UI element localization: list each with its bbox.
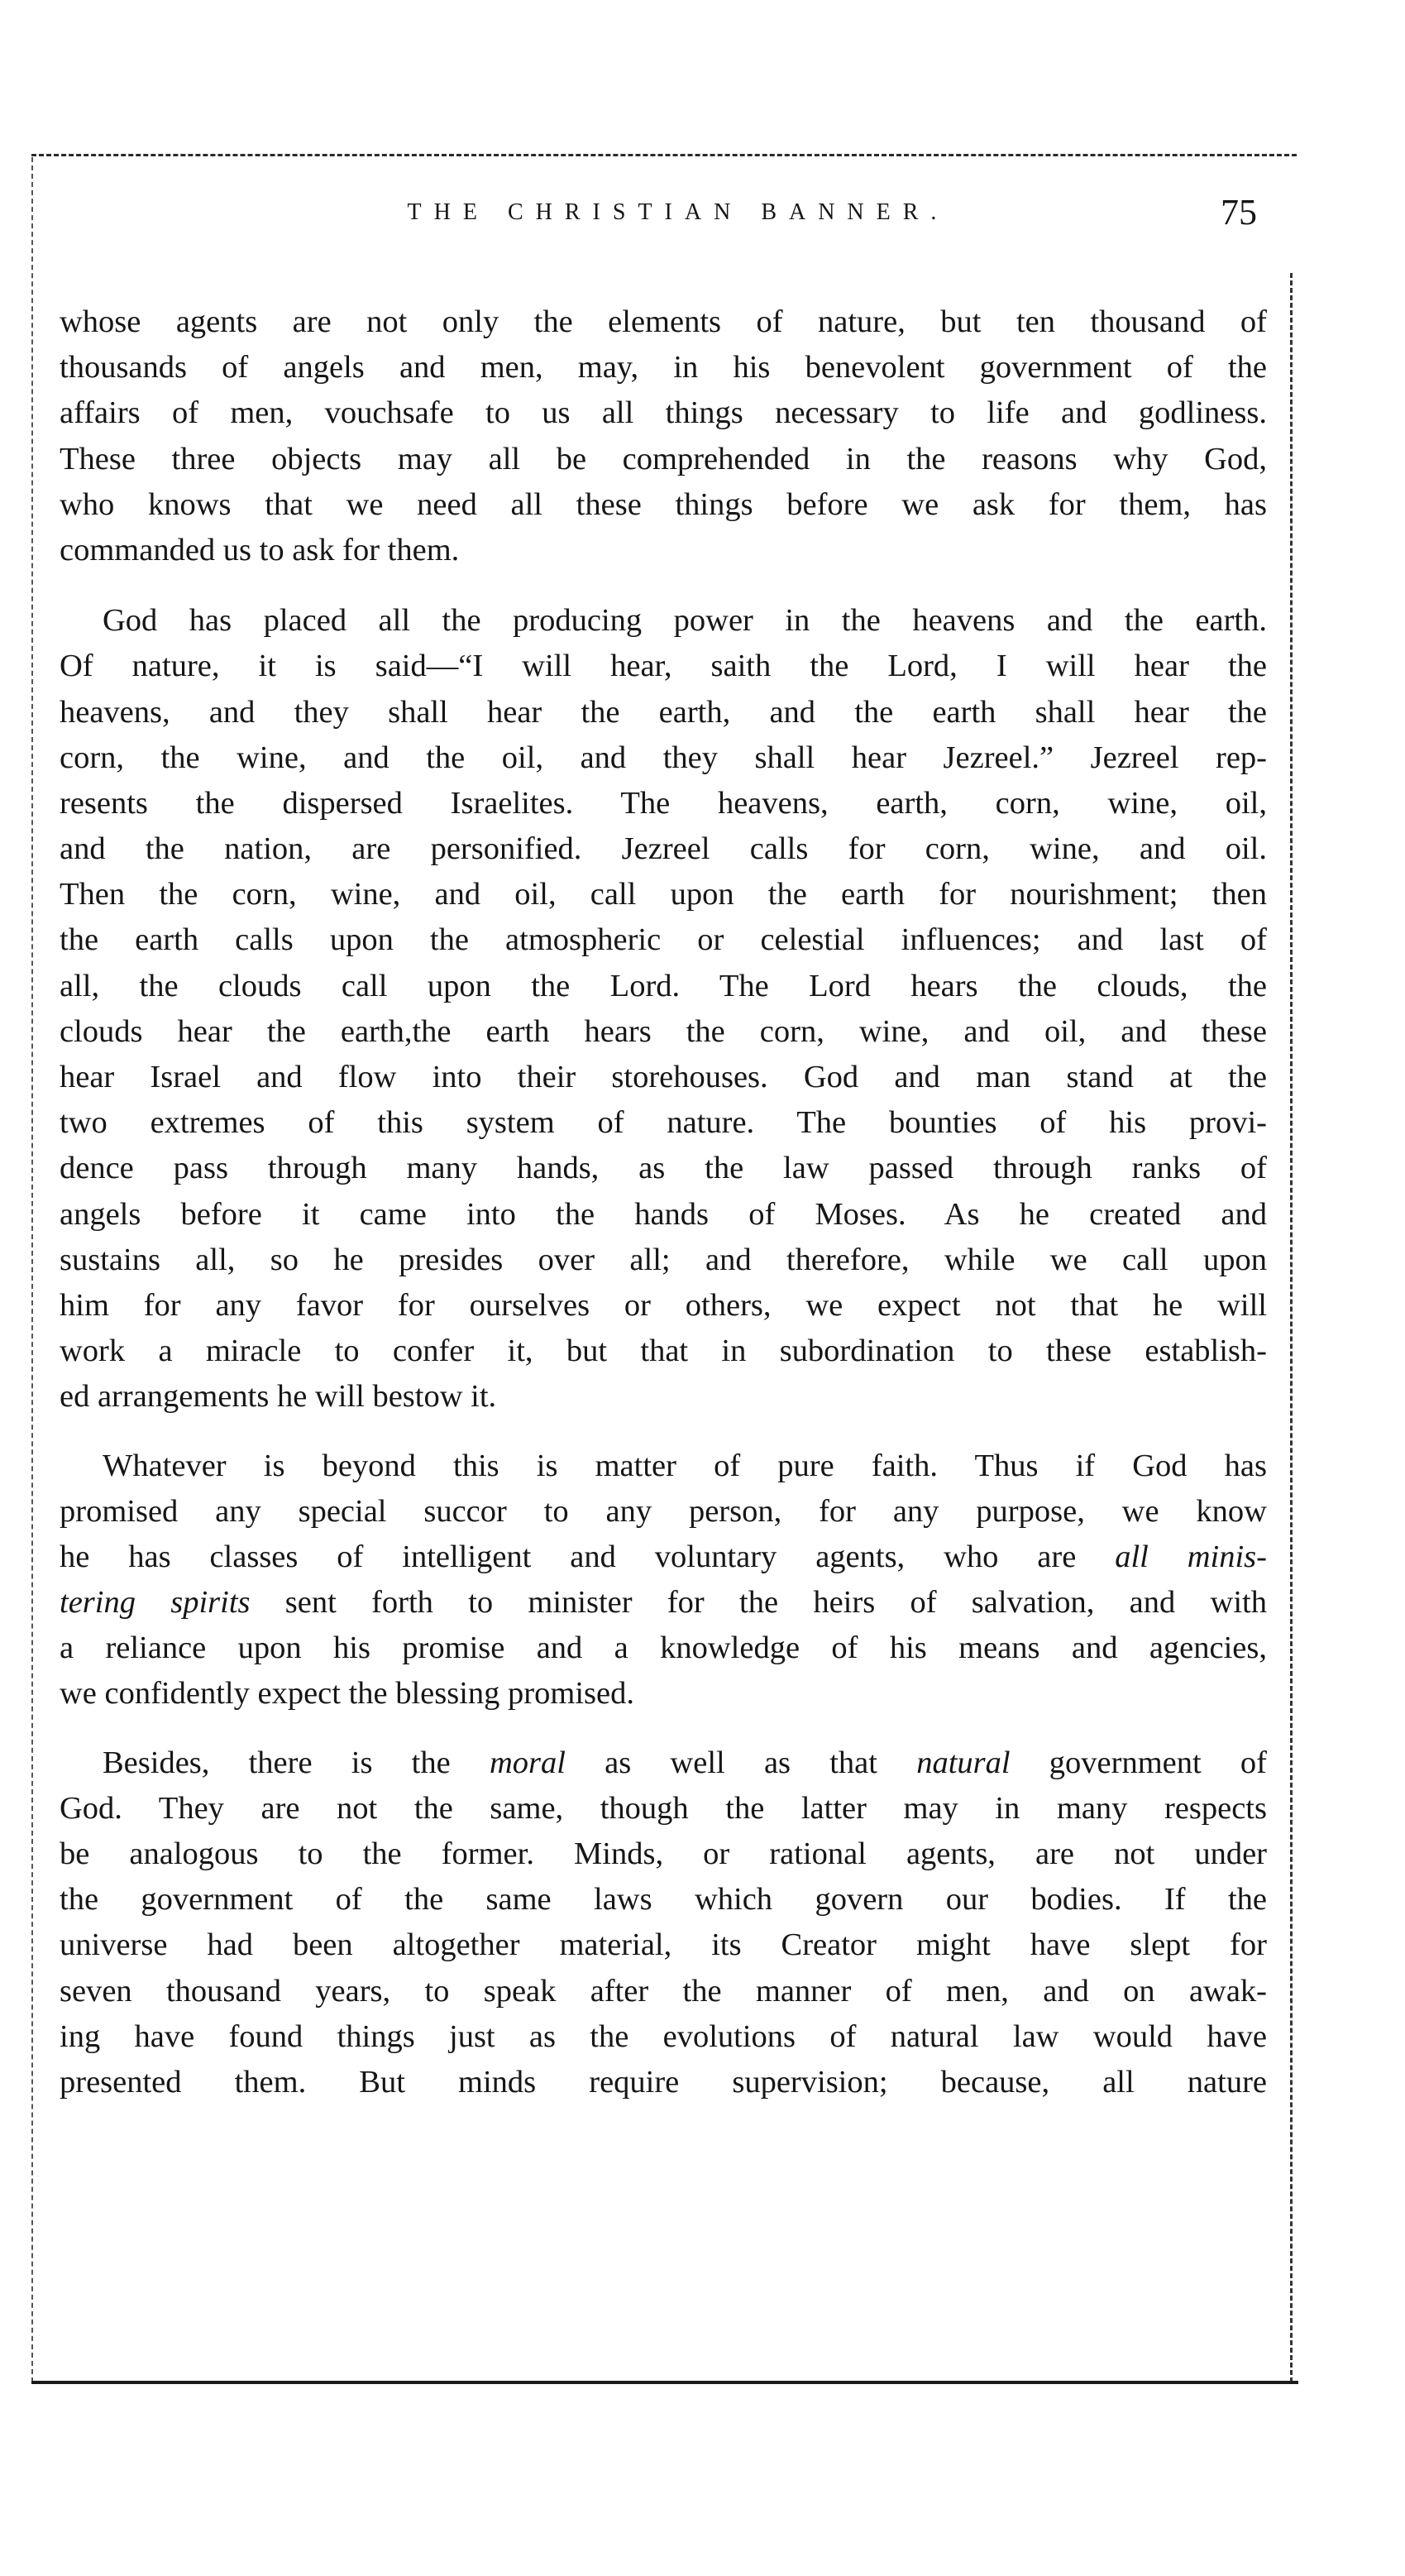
text-line: God. They are not the same, though the latter may in many respects [60, 1790, 1267, 1826]
text-line [60, 1535, 1267, 1580]
text-line: Of nature, it is said—“I will hear, saith the Lord, I will hear the [60, 649, 1267, 684]
text-run: as well as that [565, 1745, 917, 1780]
text-line: clouds hear the earth,the earth hears the corn, wine, and oil, and these [60, 1013, 1267, 1049]
frame-bottom-rule [31, 2381, 1298, 2384]
text-line: Whatever is beyond this is matter of pure faith. Thus if God has [103, 1448, 1267, 1483]
text-line: These three objects may all be comprehended in the reasons why God, [60, 441, 1267, 476]
text-line: heavens, and they shall hear the earth, and the earth shall hear the [60, 694, 1267, 730]
text-line: hear Israel and flow into their storehouses. God and man stand at the [60, 1060, 1267, 1094]
text-line: Then the corn, wine, and oil, call upon the earth for nourishment; then [60, 877, 1267, 912]
text-run: he has classes of intelligent and voluntary agents, who are [60, 1539, 1116, 1574]
text-line: work a miracle to confer it, but that in subordination to these establish- [60, 1333, 1267, 1369]
text-line: ed arrangements he will bestow it. [60, 1379, 497, 1415]
text-line: whose agents are not only the elements of nature, but ten thousand of [60, 304, 1267, 339]
text-line: two extremes of this system of nature. The bounties of his provi- [60, 1105, 1267, 1141]
text-line: God has placed all the producing power in the heavens and the earth. [103, 603, 1267, 639]
text-line: presented them. But minds require supervision; because, all nature [60, 2064, 1267, 2100]
text-run: government of [1010, 1745, 1267, 1780]
text-line: and the nation, are personified. Jezreel calls for corn, wine, and oil. [60, 831, 1267, 867]
text-run: Besides, there is the [103, 1745, 490, 1780]
text-line: commanded us to ask for them. [60, 532, 460, 567]
text-line: angels before it came into the hands of Moses. As he created and [60, 1196, 1267, 1232]
text-line: universe had been altogether material, its Creator might have slept for [60, 1927, 1267, 1963]
italic-run: moral [489, 1745, 566, 1780]
paragraph [60, 1444, 1267, 1717]
frame-top-rule [31, 154, 1297, 156]
text-line: all, the clouds call upon the Lord. The Lord hears the clouds, the [60, 968, 1267, 1003]
frame-right-rule [1290, 273, 1293, 2382]
paragraph-gap [60, 1717, 1267, 1740]
running-head [50, 192, 1274, 233]
running-head-title: THE CHRISTIAN BANNER. [407, 199, 949, 225]
italic-run: all minis- [1115, 1539, 1267, 1574]
text-line: sustains all, so he presides over all; and therefore, while we call upon [60, 1242, 1267, 1277]
text-line: affairs of men, vouchsafe to us all things necessary to life and godliness. [60, 395, 1267, 431]
text-line: we confidently expect the blessing promised. [60, 1676, 634, 1712]
paragraph-gap [60, 1420, 1267, 1444]
text-line: him for any favor for ourselves or others, we expect not that he will [60, 1287, 1267, 1323]
text-line: the government of the same laws which govern our bodies. If the [60, 1882, 1267, 1918]
paragraph [60, 1740, 1267, 2106]
text-line: promised any special succor to any person, for any purpose, we know [60, 1493, 1267, 1529]
italic-run: tering spirits [60, 1585, 251, 1621]
frame-left-rule [31, 157, 33, 2382]
text-line: a reliance upon his promise and a knowledge of his means and agencies, [60, 1630, 1267, 1666]
text-line: corn, the wine, and the oil, and they shall hear Jezreel.” Jezreel rep- [60, 740, 1267, 775]
text-line [60, 1580, 1267, 1626]
text-line: resents the dispersed Israelites. The heavens, earth, corn, wine, oil, [60, 785, 1267, 821]
text-line: thousands of angels and men, may, in his benevolent government of the [60, 350, 1267, 385]
text-line: the earth calls upon the atmospheric or celestial influences; and last of [60, 922, 1267, 958]
text-line: who knows that we need all these things before we ask for them, has [60, 486, 1267, 522]
text-line [60, 1740, 1267, 1786]
text-run: sent forth to minister for the heirs of salvation, and with [250, 1585, 1267, 1621]
text-line: seven thousand years, to speak after the manner of men, and on awak- [60, 1973, 1267, 2009]
body-text [60, 299, 1267, 2105]
text-line: dence pass through many hands, as the law passed through ranks of [60, 1151, 1267, 1186]
page-number: 75 [1221, 192, 1257, 232]
italic-run: natural [916, 1745, 1011, 1780]
text-line: be analogous to the former. Minds, or rational agents, are not under [60, 1836, 1267, 1871]
paragraph [60, 598, 1267, 1420]
paragraph [60, 299, 1267, 573]
text-line: ing have found things just as the evolutions of natural law would have [60, 2018, 1267, 2054]
paragraph-gap [60, 573, 1267, 598]
